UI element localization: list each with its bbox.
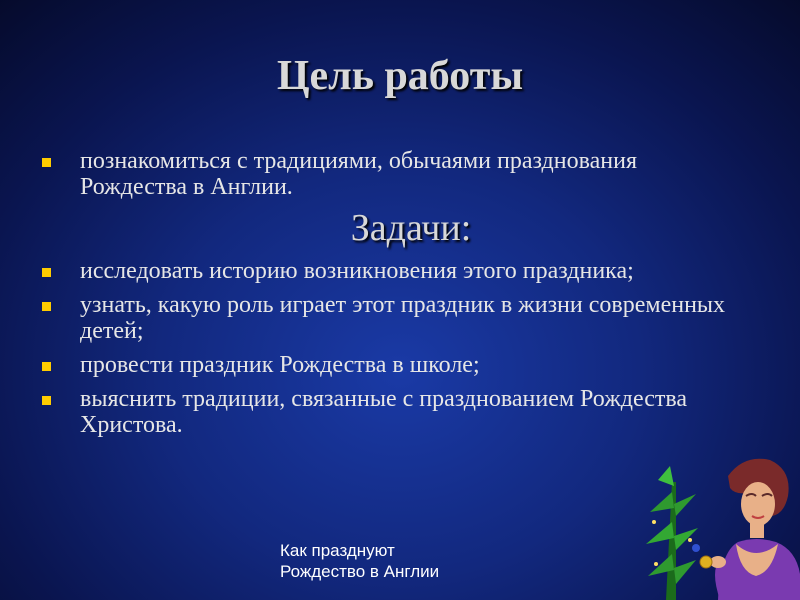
- christmas-woman-illustration: [636, 452, 800, 600]
- task-text: узнать, какую роль играет этот праздник в жизни современных детей;: [80, 292, 726, 344]
- goal-text: познакомиться с традициями, обычаями празднования Рождества в Англии.: [80, 148, 637, 200]
- tree-branch-icon: [646, 466, 698, 600]
- footer-line: Как празднуют: [280, 541, 395, 560]
- bullet-list: [42, 148, 742, 438]
- footer-line: Рождество в Англии: [280, 562, 440, 581]
- tasks-heading: Задачи:: [350, 207, 472, 249]
- bullet-marker: [42, 268, 51, 277]
- goal-item: [42, 148, 742, 200]
- task-item: [42, 386, 742, 438]
- task-text: выяснить традиции, связанные с празднованием Рождества Христова.: [80, 386, 688, 438]
- task-text: провести праздник Рождества в школе;: [80, 352, 480, 378]
- task-item: [42, 292, 742, 344]
- bullet-marker: [42, 396, 51, 405]
- task-text: исследовать историю возникновения этого праздника;: [80, 258, 634, 284]
- task-item: [42, 352, 742, 378]
- footer-caption: [280, 540, 510, 582]
- bullet-marker: [42, 302, 51, 311]
- bullet-marker: [42, 158, 51, 167]
- bullet-marker: [42, 362, 51, 371]
- task-item: [42, 258, 742, 284]
- slide-title: Цель работы: [276, 53, 524, 99]
